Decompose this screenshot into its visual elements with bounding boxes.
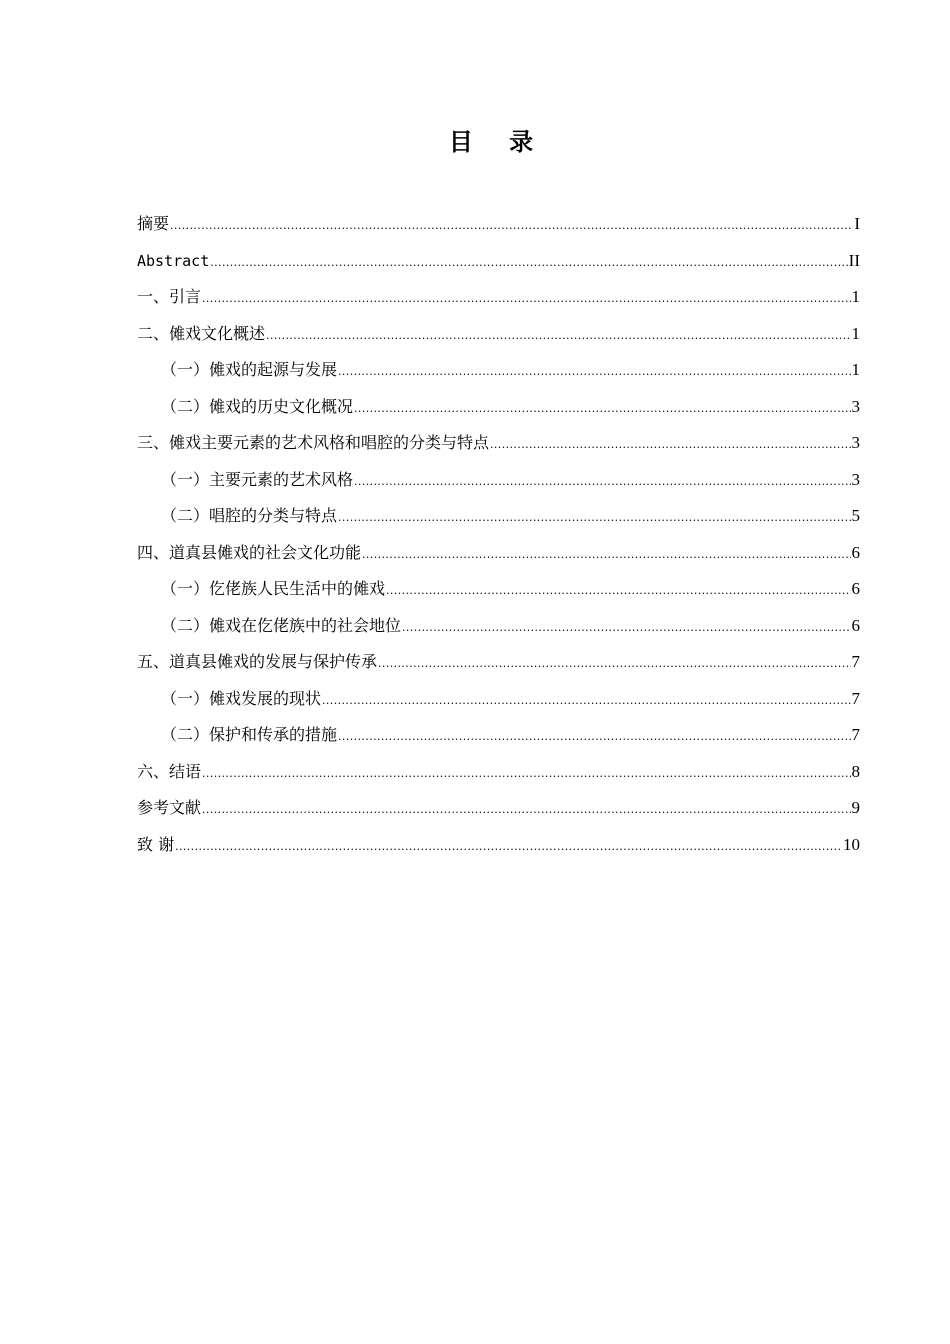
toc-dot-leader	[202, 756, 850, 791]
toc-entry-page: 3	[851, 469, 860, 489]
toc-entry-page: 6	[851, 579, 860, 598]
toc-entry-label: （一）主要元素的艺术风格	[161, 469, 354, 489]
toc-dot-leader	[338, 719, 850, 754]
toc-entry-label: 二、傩戏文化概述	[137, 323, 266, 343]
toc-entry-abstract-cn[interactable]	[137, 206, 860, 243]
toc-entry-page: 5	[851, 506, 860, 525]
toc-entry-page: 6	[851, 542, 860, 562]
toc-entry-page: 7	[851, 725, 860, 744]
toc-entry-section-2-1[interactable]	[137, 352, 860, 389]
toc-entry-label: （一）傩戏的起源与发展	[161, 360, 338, 379]
toc-dot-leader	[210, 245, 847, 280]
toc-entry-page: 1	[851, 360, 860, 379]
toc-entry-section-2[interactable]	[137, 316, 860, 353]
toc-entry-section-4-2[interactable]	[137, 608, 860, 645]
toc-entry-label: 参考文献	[137, 798, 202, 817]
toc-entry-page: 3	[851, 433, 860, 452]
toc-dot-leader	[378, 646, 850, 681]
toc-entry-label: 摘要	[137, 214, 170, 233]
toc-dot-leader	[338, 500, 850, 535]
toc-dot-leader	[202, 792, 850, 827]
toc-entry-page: 10	[843, 834, 860, 854]
toc-entry-page: I	[854, 214, 860, 233]
toc-entry-label: （二）傩戏的历史文化概况	[161, 396, 354, 416]
toc-entry-label: 六、结语	[137, 761, 202, 781]
toc-entry-section-3[interactable]	[137, 425, 860, 462]
toc-dot-leader	[354, 464, 850, 499]
toc-entry-section-5-2[interactable]	[137, 717, 860, 754]
toc-entry-page: II	[848, 250, 860, 270]
table-of-contents	[137, 206, 860, 863]
toc-dot-leader	[402, 610, 850, 645]
toc-title: 目 录	[448, 128, 548, 156]
toc-entry-section-5[interactable]	[137, 644, 860, 681]
toc-entry-label: （二）唱腔的分类与特点	[161, 506, 338, 525]
toc-entry-label: （一）傩戏发展的现状	[161, 688, 322, 708]
toc-entry-page: 8	[851, 761, 860, 781]
toc-entry-abstract-en[interactable]	[137, 243, 860, 280]
toc-entry-section-4-1[interactable]	[137, 571, 860, 608]
toc-dot-leader	[362, 537, 850, 572]
toc-entry-label: 一、引言	[137, 287, 202, 306]
toc-entry-section-5-1[interactable]	[137, 681, 860, 718]
toc-entry-label: （二）保护和传承的措施	[161, 725, 338, 744]
toc-entry-label: 致 谢	[137, 834, 175, 854]
toc-entry-page: 9	[851, 798, 860, 817]
toc-entry-label: 五、道真县傩戏的发展与保护传承	[137, 652, 378, 671]
toc-dot-leader	[338, 354, 850, 389]
toc-entry-label: （二）傩戏在仡佬族中的社会地位	[161, 615, 402, 635]
toc-entry-section-2-2[interactable]	[137, 389, 860, 426]
toc-entry-introduction[interactable]	[137, 279, 860, 316]
toc-dot-leader	[490, 427, 850, 462]
toc-dot-leader	[170, 208, 853, 243]
toc-entry-conclusion[interactable]	[137, 754, 860, 791]
toc-entry-section-3-1[interactable]	[137, 462, 860, 499]
toc-entry-acknowledgements[interactable]	[137, 827, 860, 864]
toc-dot-leader	[386, 573, 850, 608]
toc-entry-label: （一）仡佬族人民生活中的傩戏	[161, 579, 386, 598]
toc-entry-label: Abstract	[137, 251, 210, 270]
toc-entry-page: 7	[851, 688, 860, 708]
toc-entry-page: 7	[851, 652, 860, 671]
toc-entry-section-3-2[interactable]	[137, 498, 860, 535]
toc-dot-leader	[175, 829, 842, 864]
toc-entry-page: 6	[851, 615, 860, 635]
toc-dot-leader	[354, 391, 850, 426]
toc-entry-section-4[interactable]	[137, 535, 860, 572]
toc-dot-leader	[322, 683, 850, 718]
toc-dot-leader	[266, 318, 850, 353]
toc-dot-leader	[202, 281, 850, 316]
toc-entry-page: 1	[851, 323, 860, 343]
toc-entry-label: 四、道真县傩戏的社会文化功能	[137, 542, 362, 562]
toc-entry-label: 三、傩戏主要元素的艺术风格和唱腔的分类与特点	[137, 433, 490, 452]
toc-entry-references[interactable]	[137, 790, 860, 827]
toc-entry-page: 3	[851, 396, 860, 416]
toc-entry-page: 1	[851, 287, 860, 306]
